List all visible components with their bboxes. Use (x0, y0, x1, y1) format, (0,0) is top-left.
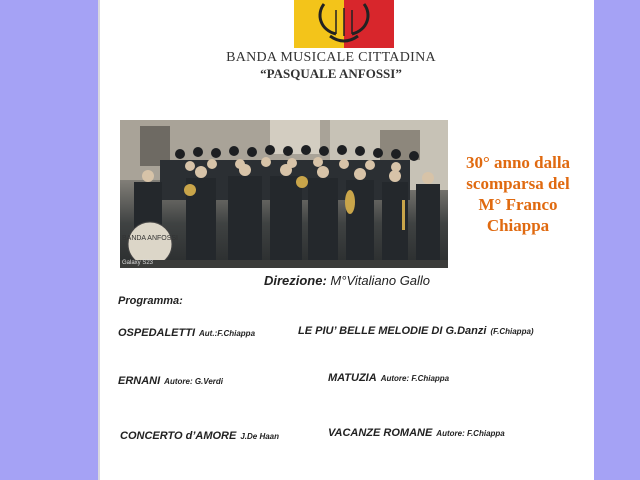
anniversary-note (452, 152, 584, 236)
piece-author: Autore: F.Chiappa (380, 374, 450, 383)
program-piece (328, 423, 505, 441)
poster (100, 0, 594, 480)
program-label: Programma: (118, 295, 183, 307)
band-title: BANDA MUSICALE CITTADINA (226, 50, 436, 65)
program-piece (118, 371, 223, 389)
program-piece (328, 368, 449, 386)
conductor-name: M°Vitaliano Gallo (330, 273, 431, 288)
piece-author: (F.Chiappa) (490, 327, 534, 336)
anniversary-line-3: M° Franco (478, 195, 558, 214)
drum-label: BANDA ANFOSSI (121, 235, 179, 242)
band-photo (120, 120, 448, 268)
conductor-line (100, 273, 594, 288)
anniversary-line-4: Chiappa (486, 216, 550, 235)
piece-author: Autore: G.Verdi (164, 377, 223, 386)
anniversary-line-2: scomparsa del (466, 174, 570, 193)
piece-title: OSPEDALETTI (118, 327, 196, 339)
piece-title: ERNANI (118, 375, 161, 387)
band-photo-illustration (120, 120, 448, 268)
program-piece (118, 323, 255, 341)
piece-author: J.De Haan (240, 432, 280, 441)
piece-title: LE PIU’ BELLE MELODIE DI G.Danzi (298, 325, 487, 337)
piece-author: Aut.:F.Chiappa (199, 329, 256, 338)
conductor-label: Direzione: (263, 273, 327, 288)
lyre-crest-icon (294, 0, 394, 48)
piece-title: MATUZIA (328, 372, 377, 384)
piece-author: Autore: F.Chiappa (436, 429, 505, 438)
piece-title: CONCERTO d’AMORE (120, 430, 237, 442)
band-name: “PASQUALE ANFOSSI” (260, 66, 402, 81)
program-piece (298, 321, 534, 339)
program-piece (120, 426, 279, 444)
piece-title: VACANZE ROMANE (328, 427, 433, 439)
photo-watermark: Galaxy S23 (122, 260, 154, 266)
anniversary-line-1: 30° anno dalla (465, 153, 571, 172)
